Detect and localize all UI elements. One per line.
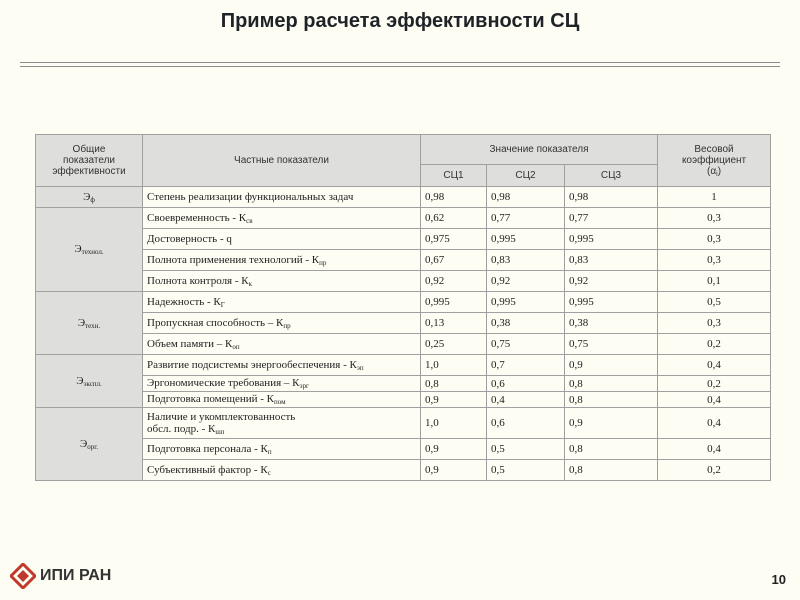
weight-value: 0,2	[658, 460, 771, 481]
value-sc1: 0,92	[421, 271, 487, 292]
value-sc3: 0,83	[565, 250, 658, 271]
group-cell: $Э_{экспл.}$	[36, 355, 143, 408]
value-sc1: 0,25	[421, 334, 487, 355]
table-row	[36, 313, 771, 334]
value-sc1: 0,9	[421, 392, 487, 408]
value-sc1: 0,975	[421, 229, 487, 250]
value-sc2: 0,4	[487, 392, 565, 408]
ipi-ran-logo-icon	[10, 563, 36, 589]
value-sc3: 0,38	[565, 313, 658, 334]
value-sc3: 0,8	[565, 392, 658, 408]
indicator-name: Степень реализации функциональных задач	[143, 187, 421, 208]
value-sc3: 0,9	[565, 355, 658, 376]
group-cell: $Э_{техн.}$	[36, 292, 143, 355]
value-sc3: 0,92	[565, 271, 658, 292]
table-row	[36, 376, 771, 392]
indicator-name: Полнота контроля - $К_к$	[143, 271, 421, 292]
indicator-name: Эргономические требования – $К_{эрг}$	[143, 376, 421, 392]
value-sc2: 0,38	[487, 313, 565, 334]
weight-value: 0,1	[658, 271, 771, 292]
indicator-name: Подготовка персонала - $К_п$	[143, 439, 421, 460]
value-sc2: 0,6	[487, 376, 565, 392]
value-sc3: 0,8	[565, 376, 658, 392]
indicator-name: Подготовка помещений - $К_{пом}$	[143, 392, 421, 408]
header-sc3: СЦ3	[565, 165, 658, 187]
value-sc2: 0,6	[487, 408, 565, 439]
group-cell: $Э_ф$	[36, 187, 143, 208]
value-sc1: 0,13	[421, 313, 487, 334]
indicator-name: Пропускная способность – $К_{пр}$	[143, 313, 421, 334]
indicator-name: Полнота применения технологий - $К_{пр}$	[143, 250, 421, 271]
value-sc1: 0,67	[421, 250, 487, 271]
indicator-name: Надежность - $К_Г$	[143, 292, 421, 313]
value-sc1: 1,0	[421, 355, 487, 376]
value-sc1: 1,0	[421, 408, 487, 439]
weight-value: 0,3	[658, 250, 771, 271]
indicator-name: Объем памяти – $К_{оп}$	[143, 334, 421, 355]
weight-value: 0,4	[658, 355, 771, 376]
value-sc3: 0,995	[565, 229, 658, 250]
table-row	[36, 250, 771, 271]
header-general: Общие показатели эффективности	[36, 135, 143, 187]
value-sc2: 0,7	[487, 355, 565, 376]
group-cell: $Э_{орг.}$	[36, 408, 143, 481]
value-sc2: 0,5	[487, 439, 565, 460]
indicator-name: Развитие подсистемы энергообеспечения - $К_{эп}$	[143, 355, 421, 376]
table-row	[36, 392, 771, 408]
header-partial: Частные показатели	[143, 135, 421, 187]
value-sc3: 0,8	[565, 439, 658, 460]
weight-value: 0,4	[658, 439, 771, 460]
indicator-name: Субъективный фактор - $К_с$	[143, 460, 421, 481]
table-row	[36, 208, 771, 229]
page-title: Пример расчета эффективности СЦ	[220, 10, 580, 32]
value-sc1: 0,995	[421, 292, 487, 313]
value-sc3: 0,8	[565, 460, 658, 481]
value-sc3: 0,9	[565, 408, 658, 439]
weight-value: 0,2	[658, 334, 771, 355]
value-sc1: 0,62	[421, 208, 487, 229]
title-divider	[20, 62, 780, 67]
indicator-name: Своевременность - $К_{св}$	[143, 208, 421, 229]
header-sc2: СЦ2	[487, 165, 565, 187]
weight-value: 0,3	[658, 208, 771, 229]
weight-value: 0,4	[658, 392, 771, 408]
value-sc3: 0,77	[565, 208, 658, 229]
efficiency-table	[35, 134, 771, 481]
value-sc1: 0,9	[421, 439, 487, 460]
table-row	[36, 292, 771, 313]
logo-text: ИПИ РАН	[40, 567, 112, 584]
header-value: Значение показателя	[421, 135, 658, 165]
weight-value: 0,3	[658, 313, 771, 334]
weight-value: 1	[658, 187, 771, 208]
weight-value: 0,2	[658, 376, 771, 392]
weight-value: 0,5	[658, 292, 771, 313]
value-sc3: 0,75	[565, 334, 658, 355]
table-row	[36, 271, 771, 292]
table-row	[36, 355, 771, 376]
value-sc2: 0,77	[487, 208, 565, 229]
value-sc2: 0,92	[487, 271, 565, 292]
table-row	[36, 187, 771, 208]
header-weight: Весовой коэффициент $(\alpha_i)$	[658, 135, 771, 187]
value-sc3: 0,98	[565, 187, 658, 208]
value-sc2: 0,5	[487, 460, 565, 481]
ipi-ran-logo	[10, 563, 111, 589]
value-sc3: 0,995	[565, 292, 658, 313]
indicator-name: Достоверность - q	[143, 229, 421, 250]
table-row	[36, 334, 771, 355]
value-sc2: 0,995	[487, 292, 565, 313]
table-row	[36, 439, 771, 460]
table-row	[36, 229, 771, 250]
page-number: 10	[771, 572, 786, 587]
table-row	[36, 408, 771, 439]
value-sc2: 0,75	[487, 334, 565, 355]
table-row	[36, 460, 771, 481]
group-cell: $Э_{технол.}$	[36, 208, 143, 292]
indicator-name: Наличие и укомплектованность обсл. подр. - $К_{шп}$	[143, 408, 421, 439]
value-sc2: 0,98	[487, 187, 565, 208]
header-sc1: СЦ1	[421, 165, 487, 187]
value-sc2: 0,995	[487, 229, 565, 250]
value-sc1: 0,8	[421, 376, 487, 392]
weight-value: 0,3	[658, 229, 771, 250]
value-sc1: 0,9	[421, 460, 487, 481]
value-sc2: 0,83	[487, 250, 565, 271]
weight-value: 0,4	[658, 408, 771, 439]
value-sc1: 0,98	[421, 187, 487, 208]
